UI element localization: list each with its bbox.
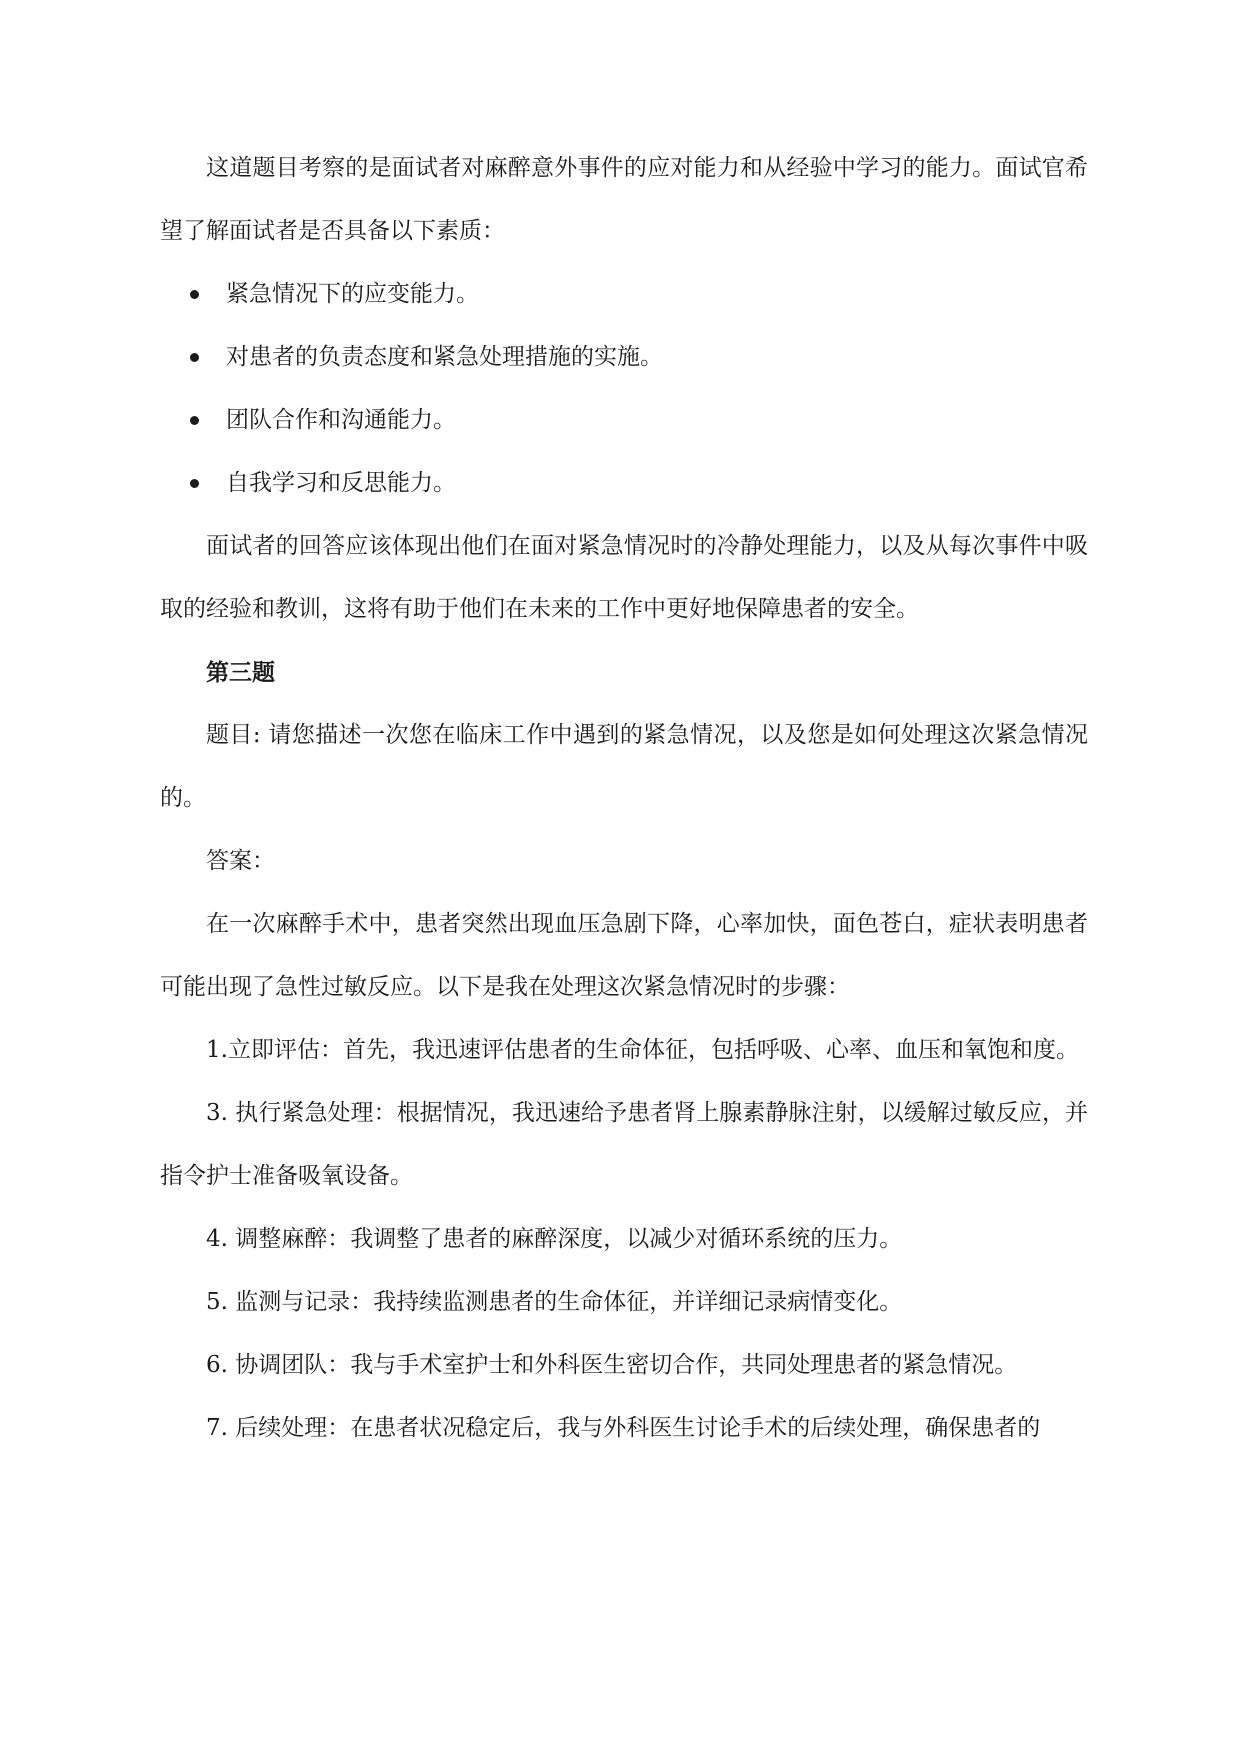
step-paragraph: 6. 协调团队：我与手术室护士和外科医生密切合作，共同处理患者的紧急情况。 — [206, 1352, 1018, 1378]
step-paragraph: 4. 调整麻醉：我调整了患者的麻醉深度，以减少对循环系统的压力。 — [206, 1226, 903, 1252]
list-item — [160, 452, 1088, 515]
answer-label: 答案： — [206, 848, 275, 874]
summary-paragraph: 面试者的回答应该体现出他们在面对紧急情况时的冷静处理能力，以及从每次事件中吸取的经验和教训，这将有助于他们在未来的工作中更好地保障患者的安全。 — [160, 533, 1088, 622]
bullet-icon — [190, 479, 199, 488]
step-paragraph: 1.立即评估：首先，我迅速评估患者的生命体征，包括呼吸、心率、血压和氧饱和度。 — [206, 1037, 1079, 1063]
step-paragraph: 7. 后续处理：在患者状况稳定后，我与外科医生讨论手术的后续处理，确保患者的 — [206, 1415, 1041, 1441]
document-body — [160, 137, 1088, 1460]
list-item — [160, 389, 1088, 452]
list-item-text: 对患者的负责态度和紧急处理措施的实施。 — [226, 344, 663, 370]
list-item-text: 自我学习和反思能力。 — [226, 470, 456, 496]
question-paragraph: 题目: 请您描述一次您在临床工作中遇到的紧急情况，以及您是如何处理这次紧急情况的。 — [160, 722, 1088, 811]
list-item-text: 紧急情况下的应变能力。 — [226, 281, 479, 307]
list-item — [160, 263, 1088, 326]
qualities-list — [160, 263, 1088, 515]
step-paragraph: 3. 执行紧急处理：根据情况，我迅速给予患者肾上腺素静脉注射，以缓解过敏反应，并指令护士准备吸氧设备。 — [160, 1100, 1088, 1189]
section-heading: 第三题 — [206, 659, 275, 686]
bullet-icon — [190, 290, 199, 299]
step-paragraph: 5. 监测与记录：我持续监测患者的生命体征，并详细记录病情变化。 — [206, 1289, 903, 1315]
bullet-icon — [190, 416, 199, 425]
answer-intro-paragraph: 在一次麻醉手术中，患者突然出现血压急剧下降，心率加快，面色苍白，症状表明患者可能出现了急性过敏反应。以下是我在处理这次紧急情况时的步骤： — [160, 911, 1088, 1000]
intro-paragraph: 这道题目考察的是面试者对麻醉意外事件的应对能力和从经验中学习的能力。面试官希望了解面试者是否具备以下素质： — [160, 155, 1088, 244]
list-item — [160, 326, 1088, 389]
bullet-icon — [190, 353, 199, 362]
list-item-text: 团队合作和沟通能力。 — [226, 407, 456, 433]
